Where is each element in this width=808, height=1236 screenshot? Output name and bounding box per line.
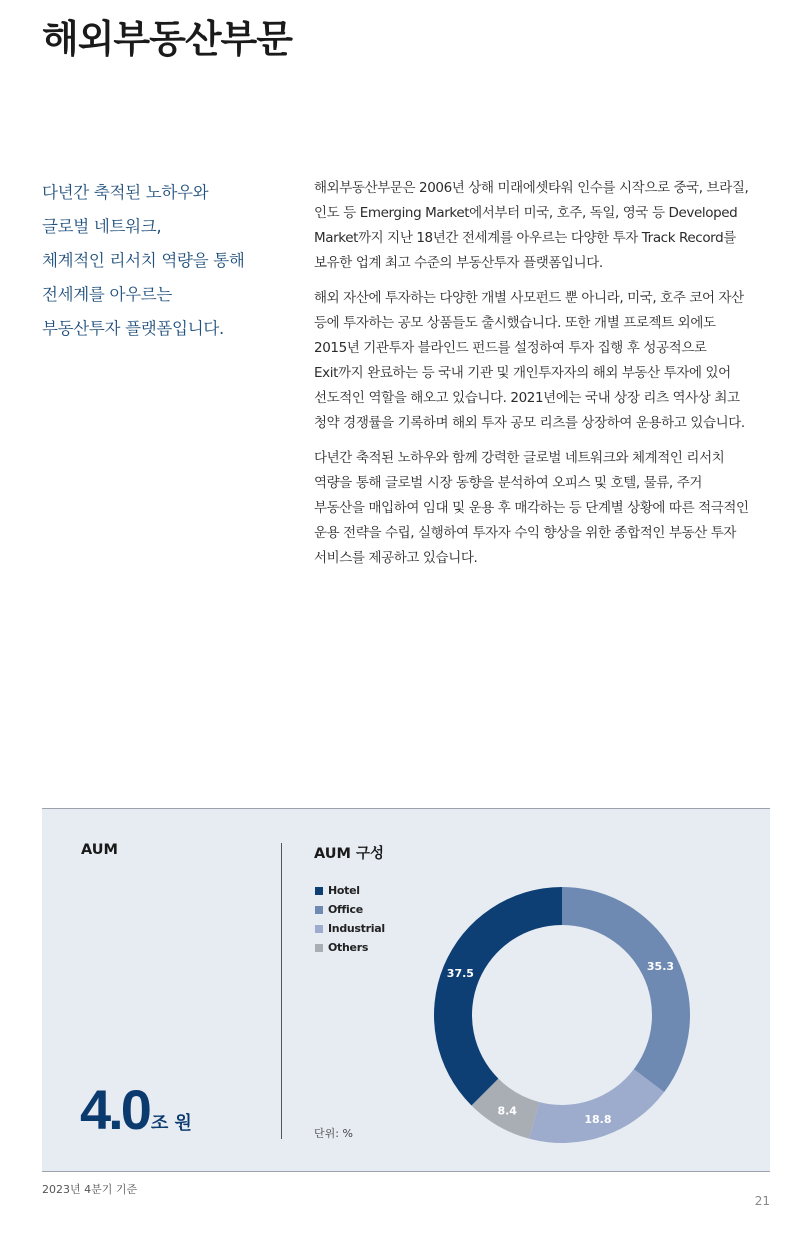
aum-value [80, 1077, 192, 1142]
composition-title: AUM 구성 [314, 846, 385, 862]
paragraph-3 [314, 446, 772, 571]
text-line: 청약 경쟁률을 기록하며 해외 투자 공모 리츠를 상장하여 운용하고 있습니다. [314, 415, 745, 431]
aum-panel [42, 808, 770, 1172]
donut-slice-office [562, 887, 690, 1092]
aum-number: 4.0 [80, 1078, 149, 1141]
text-line: 서비스를 제공하고 있습니다. [314, 550, 478, 566]
legend-item-industrial [315, 919, 385, 938]
text-line: 역량을 통해 글로벌 시장 동향을 분석하여 오피스 및 호텔, 물류, 주거 [314, 475, 703, 491]
text-line: 선도적인 역할을 해오고 있습니다. 2021년에는 국내 상장 리츠 역사상 최고 [314, 390, 740, 406]
text-line: 등에 투자하는 공모 상품들도 출시했습니다. 또한 개별 프로젝트 외에도 [314, 315, 716, 331]
legend-item-office [315, 900, 385, 919]
slice-label-hotel: 37.5 [446, 966, 474, 980]
lead-line: 글로벌 네트워크, [42, 217, 162, 236]
legend-item-others [315, 938, 385, 957]
slice-label-industrial: 18.8 [584, 1112, 612, 1126]
slice-label-others: 8.4 [497, 1104, 517, 1118]
aum-title: AUM [81, 842, 118, 858]
paragraph-1 [314, 176, 772, 276]
lead-line: 전세계를 아우르는 [42, 285, 173, 304]
legend-label: Others [328, 941, 369, 954]
text-line: 2015년 기관투자 블라인드 펀드를 설정하여 투자 집행 후 성공적으로 [314, 340, 707, 356]
text-line: 해외부동산부문은 2006년 상해 미래에셋타워 인수를 시작으로 중국, 브라질, [314, 180, 749, 196]
page-number: 21 [754, 1194, 770, 1208]
text-line: 운용 전략을 수립, 실행하여 투자자 수익 향상을 위한 종합적인 부동산 투자 [314, 525, 737, 541]
donut-slice-hotel [434, 887, 562, 1106]
text-line: 부동산을 매입하여 임대 및 운용 후 매각하는 등 단계별 상황에 따른 적극적인 [314, 500, 749, 516]
aum-unit: 조 원 [150, 1113, 192, 1134]
legend-swatch [315, 925, 323, 933]
chart-legend [315, 881, 385, 957]
legend-swatch [315, 887, 323, 895]
donut-chart [422, 875, 702, 1155]
page-title: 해외부동산부문 [42, 17, 292, 61]
lead-line: 체계적인 리서치 역량을 통해 [42, 251, 245, 270]
panel-divider [281, 843, 282, 1139]
text-line: Exit까지 완료하는 등 국내 기관 및 개인투자자의 해외 부동산 투자에 있어 [314, 365, 731, 381]
text-line: Market까지 지난 18년간 전세계를 아우르는 다양한 투자 Track Record를 [314, 230, 736, 246]
legend-label: Hotel [328, 884, 360, 897]
text-line: 해외 자산에 투자하는 다양한 개별 사모펀드 뿐 아니라, 미국, 호주 코어 자산 [314, 290, 744, 306]
text-line: 보유한 업계 최고 수준의 부동산투자 플랫폼입니다. [314, 255, 603, 271]
legend-swatch [315, 944, 323, 952]
lead-line: 다년간 축적된 노하우와 [42, 183, 209, 202]
footnote: 2023년 4분기 기준 [42, 1183, 138, 1196]
slice-label-office: 35.3 [646, 959, 675, 973]
lead-line: 부동산투자 플랫폼입니다. [42, 319, 224, 338]
body-text [314, 176, 772, 581]
legend-swatch [315, 906, 323, 914]
donut-slice-industrial [529, 1069, 664, 1143]
paragraph-2 [314, 286, 772, 436]
unit-note: 단위: % [314, 1127, 353, 1140]
legend-label: Office [328, 903, 363, 916]
text-line: 인도 등 Emerging Market에서부터 미국, 호주, 독일, 영국 등 Developed [314, 205, 738, 221]
legend-item-hotel [315, 881, 385, 900]
lead-text [42, 176, 292, 346]
text-line: 다년간 축적된 노하우와 함께 강력한 글로벌 네트워크와 체계적인 리서치 [314, 450, 725, 466]
legend-label: Industrial [328, 922, 385, 935]
